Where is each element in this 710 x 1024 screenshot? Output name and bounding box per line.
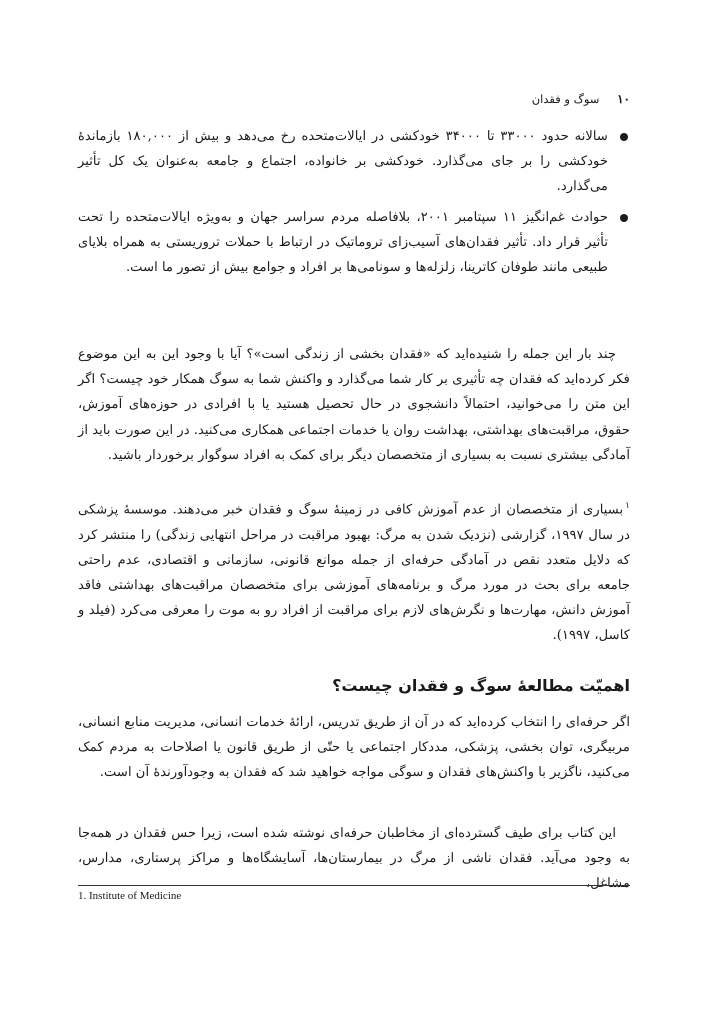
footnote-divider <box>78 885 630 886</box>
page-header <box>78 92 630 112</box>
bullet-text: سالانه حدود ۳۳۰۰۰ تا ۳۴۰۰۰ خودکشی در ایالات‌متحده رخ می‌دهد و بیش از ۱۸۰,۰۰۰ بازماندهٔ خودکشی را بر جای می‌گذارد. خودکشی بر خانواده، اجتماع و جامعه به‌عنوان یک کل تأثیر می‌گذارد. <box>78 129 608 194</box>
bullet-icon <box>620 133 628 141</box>
book-page <box>78 0 630 1024</box>
bullet-list <box>78 124 630 286</box>
paragraph: اگر حرفه‌ای را انتخاب کرده‌اید که در آن از طریق تدریس، ارائهٔ خدمات انسانی، مدیریت منابع انسانی، مربیگری، توان بخشی، پزشکی، مددکار اجتماعی یا حتّی از طریق قانون یا اصلاحات به مردم کمک می‌کنید، ناگزیر با واکنش‌های فقدان و سوگی مواجه خواهید شد که فقدان به وجودآورندهٔ آن است. <box>78 715 630 781</box>
list-item <box>78 205 630 280</box>
bullet-text: حوادث غم‌انگیز ۱۱ سپتامبر ۲۰۰۱، بلافاصله مردم سراسر جهان و به‌ویژه ایالات‌متحده را تحت تأثیر قرار داد. تأثیر فقدان‌های آسیب‌زای تروماتیک در ارتباط با حملات تروریستی به همراه بلایای طبیعی مانند طوفان کاترینا، زلزله‌ها و سونامی‌ها بر افراد و جوامع بیش از تصور ما است. <box>78 210 608 275</box>
page-number: ۱۰ <box>617 92 630 106</box>
paragraph: این کتاب برای طیف گسترده‌ای از مخاطبان حرفه‌ای نوشته شده است، زیرا حس فقدان در همه‌جا به وجود می‌آید. فقدان ناشی از مرگ در بیمارستان‌ها، آسایشگاه‌ها و مراکز پرستاری، مدارس، مشاغل، <box>78 826 630 892</box>
paragraph-body: در سال ۱۹۹۷، گزارشی (نزدیک شدن به مرگ: بهبود مراقبت در مراحل انتهایی زندگی) را منتشر کرد که دلایل متعدد نقص در آمادگی حرفه‌ای از جمله موانع قانونی، سازمانی و اقتصادی، عدم راحتی جامعه برای بحث در مورد مرگ و برنامه‌های آموزشی برای متخصصان مراقبت‌های بهداشتی فاقد آموزش دانش، مهارت‌ها و نگرش‌های لازم برای مراقبت از افراد رو به موت را معرفی می‌کرد (فیلد و کاسل، ۱۹۹۷). <box>78 527 630 644</box>
list-item <box>78 124 630 199</box>
paragraph-lead: بسیاری از متخصصان از عدم آموزش کافی در زمینهٔ سوگ و فقدان خبر می‌دهند. موسسهٔ پزشکی <box>78 502 624 518</box>
paragraph: چند بار این جمله را شنیده‌اید که «فقدان بخشی از زندگی است»؟ آیا با وجود این به این موضوع فکر کرده‌اید که فقدان چه تأثیری بر کار شما می‌گذارد و واکنش شما به سوگ همکار خود چیست؟ اگر این متن را می‌خوانید، احتمالاً دانشجوی در حال تحصیل هستید یا با افرادی در حوزه‌های آموزش، حقوق، مراقبت‌های بهداشتی، بهداشت روان یا خدمات اجتماعی همکاری می‌کنید. در این صورت باید از آمادگی بیشتری نسبت به بسیاری از متخصصان دیگر برای کمک به افراد سوگوار برخوردار باشید. <box>78 347 630 463</box>
footnote: 1. Institute of Medicine <box>78 890 182 902</box>
footnote-marker: ۱ <box>625 501 630 511</box>
running-title: سوگ و فقدان <box>531 92 600 106</box>
bullet-icon <box>620 214 628 222</box>
paragraph <box>78 494 630 649</box>
section-heading: اهمیّت مطالعهٔ سوگ و فقدان چیست؟ <box>332 676 630 695</box>
